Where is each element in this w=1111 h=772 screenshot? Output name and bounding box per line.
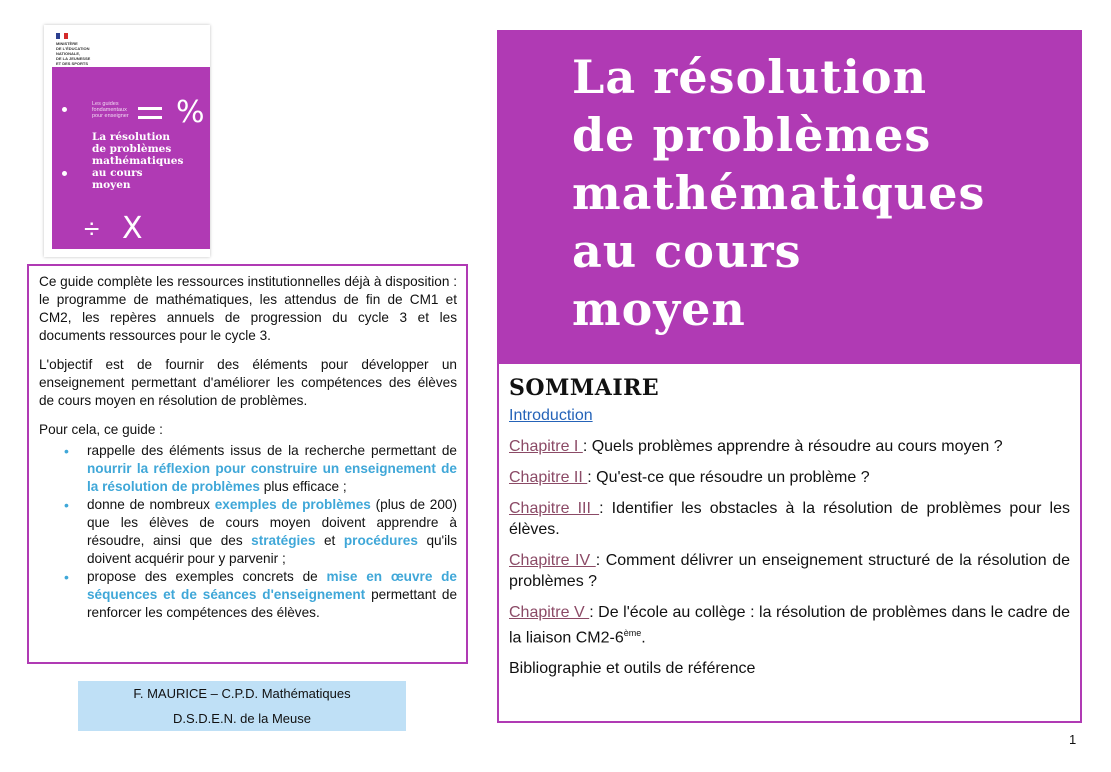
- guide-content-list: [39, 442, 457, 622]
- cover-series-label: Les guides fondamentaux pour enseigner: [92, 101, 129, 119]
- introduction-link[interactable]: Introduction: [509, 407, 593, 424]
- guide-description-box: [27, 264, 468, 664]
- highlight-text: nourrir la réflexion pour construire un enseignement de la résolution de problèmes: [87, 461, 457, 494]
- list-item: • donne de nombreux exemples de problèmes (plus de 200) que les élèves de cours moyen doivent apprendre à résoudre, ainsi que des stratégies et procédures qu'ils doivent acquérir pour y parvenir ;: [87, 496, 457, 568]
- table-of-contents: [497, 362, 1082, 723]
- chapter-3-link[interactable]: Chapitre III: [509, 500, 600, 517]
- guide-cover-thumbnail: [44, 25, 210, 257]
- percent-icon: %: [176, 95, 205, 130]
- bullet-dot-icon: [62, 171, 67, 176]
- chapter-1-link[interactable]: Chapitre I: [509, 438, 583, 455]
- bullet-dot-icon: [62, 107, 67, 112]
- divide-icon: ÷: [84, 213, 100, 244]
- page-number: 1: [1069, 732, 1077, 747]
- highlight-text: procédures: [343, 533, 418, 548]
- toc-item-chapter-4: Chapitre IV : Comment délivrer un enseignement structuré de la résolution de problèmes ?: [509, 552, 1070, 590]
- equals-icon: [138, 107, 162, 121]
- cover-purple-block: [52, 67, 210, 249]
- description-paragraph-3: Pour cela, ce guide :: [39, 422, 163, 437]
- list-item: • rappelle des éléments issus de la recherche permettant de nourrir la réflexion pour construire un enseignement de la résolution de problèmes plus efficace ;: [87, 442, 457, 496]
- chapter-4-link[interactable]: Chapitre IV: [509, 552, 596, 569]
- hero-banner: [497, 30, 1082, 364]
- highlight-text: mise en œuvre de séquences et de séances d'enseignement: [87, 569, 457, 602]
- author-organization: D.S.D.E.N. de la Meuse: [173, 711, 311, 726]
- chapter-5-link[interactable]: Chapitre V: [509, 604, 590, 621]
- cover-title: La résolution de problèmes mathématiques au cours moyen: [92, 131, 184, 191]
- highlight-text: stratégies: [251, 533, 316, 548]
- description-paragraph-1: Ce guide complète les ressources institutionnelles déjà à disposition : le programme de mathématiques, les attendus de fin de CM1 et CM2, les repères annuels de progression du cycle 3 et les documents ressources pour le cycle 3.: [39, 274, 457, 343]
- toc-item-chapter-3: Chapitre III : Identifier les obstacles à la résolution de problèmes pour les élèves.: [509, 500, 1071, 538]
- bibliography-entry: Bibliographie et outils de référence: [509, 660, 756, 678]
- author-box: [78, 681, 406, 731]
- author-name: F. MAURICE – C.P.D. Mathématiques: [133, 686, 351, 701]
- toc-item-chapter-2: Chapitre II : Qu'est-ce que résoudre un problème ?: [509, 469, 870, 486]
- french-flag-icon: [56, 33, 68, 39]
- list-item: • propose des exemples concrets de mise en œuvre de séquences et de séances d'enseignement permettant de renforcer les compétences des élèves.: [87, 568, 457, 622]
- times-icon: X: [122, 211, 143, 246]
- document-title: La résolution de problèmes mathématiques au cours moyen: [572, 50, 986, 336]
- chapter-2-link[interactable]: Chapitre II: [509, 469, 588, 486]
- toc-item-chapter-1: Chapitre I : Quels problèmes apprendre à résoudre au cours moyen ?: [509, 438, 1003, 455]
- summary-heading: SOMMAIRE: [509, 375, 660, 401]
- ministry-logo: MINISTÈRE DE L'ÉDUCATION NATIONALE, DE LA JEUNESSE ET DES SPORTS: [56, 33, 96, 66]
- description-paragraph-2: L'objectif est de fournir des éléments pour développer un enseignement permettant d'améliorer les compétences des élèves de cours moyen en résolution de problèmes.: [39, 357, 457, 408]
- highlight-text: exemples de problèmes: [214, 497, 371, 512]
- toc-item-chapter-5: Chapitre V : De l'école au collège : la résolution de problèmes dans le cadre de la liaison CM2-6ème.: [509, 604, 1070, 647]
